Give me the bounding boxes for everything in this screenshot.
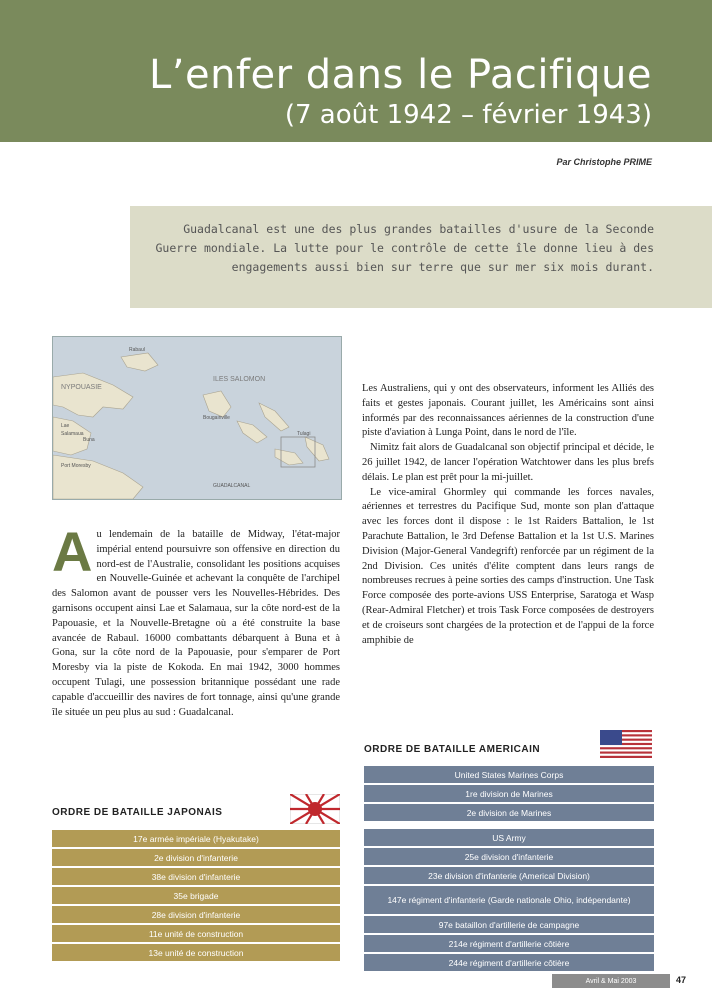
article-paragraph: Le vice-amiral Ghormley qui commande les forces navales, aériennes et terrestres du Pacifique Sud, monte son plan d'attaque avec les forces dont il dispose : le 1st Raiders Battalion, le 1st Parachute Battalion, le 3rd Defense Battalion et la 1st U.S. Marines Division (Major-General Vandegrift) renforcée par un régiment de la 2nd Division. Ces unités d'élite comptent dans leurs rangs de nombreuses recrues à peine sorties des camps d'instruction. Une Task Force composée des porte-avions USS Enterprise, Saratoga et Wasp (Rear-Admiral Fletcher) et trois Task Force composées de destroyers et de croiseurs sont chargées de la protection et de l'appui de la force amphibie de — [362, 486, 654, 646]
table-row: 28e division d'infanterie — [52, 906, 340, 923]
japan-flag-icon — [290, 794, 340, 824]
article-column-left — [52, 520, 340, 720]
japan-order-table — [52, 830, 340, 963]
article-title: L’enfer dans le Pacifique — [148, 52, 652, 98]
table-row: 244e régiment d'artillerie côtière — [364, 954, 654, 971]
author-byline: Par Christophe PRIME — [556, 157, 652, 167]
table-row: 23e division d'infanterie (Americal Division) — [364, 867, 654, 884]
map-label-tulagi: Tulagi — [297, 431, 311, 437]
article-paragraph: Nimitz fait alors de Guadalcanal son objectif principal et décide, le 26 juillet 1942, de lancer l'opération Watchtower dans les plus brefs délais. Le plan est prêt pour la mi-juillet. — [362, 442, 654, 483]
title-banner — [0, 0, 712, 142]
table-row: 214e régiment d'artillerie côtière — [364, 935, 654, 952]
table-row: 38e division d'infanterie — [52, 868, 340, 885]
article-paragraph: Les Australiens, qui y ont des observateurs, informent les Alliés des faits et gestes japonais. Courant juillet, les Américains sont ainsi informés par des reconnaissances aériennes de la construction d'une piste d'aviation à Lunga Point, dans le nord de l'île. — [362, 383, 654, 439]
map-label-lae: Lae — [61, 423, 70, 429]
table-row: 35e brigade — [52, 887, 340, 904]
table-row: 2e division d'infanterie — [52, 849, 340, 866]
map-graphic — [53, 337, 341, 499]
map-label-buna: Buna — [83, 437, 95, 443]
us-order-title: ORDRE DE BATAILLE AMERICAIN — [364, 744, 541, 755]
map-label-salamaua: Salamaua — [61, 431, 84, 437]
map-label-rabaul: Rabaul — [129, 347, 145, 353]
us-order-table — [364, 766, 654, 973]
article-subtitle: (7 août 1942 – février 1943) — [284, 100, 652, 130]
table-row: 147e régiment d'infanterie (Garde nationale Ohio, indépendante) — [364, 886, 654, 914]
table-row: 1re division de Marines — [364, 785, 654, 802]
map-label-bougainville: Bougainville — [203, 415, 230, 421]
table-row: US Army — [364, 829, 654, 846]
issue-label: Avril & Mai 2003 — [552, 974, 670, 988]
drop-cap: A — [52, 520, 93, 583]
table-row: 25e division d'infanterie — [364, 848, 654, 865]
map-image — [52, 336, 342, 500]
japan-order-title: ORDRE DE BATAILLE JAPONAIS — [52, 807, 223, 818]
article-column-right — [362, 382, 654, 648]
page-number: 47 — [676, 975, 687, 985]
intro-box — [130, 206, 712, 308]
map-label-papua: NYPOUASIE — [61, 384, 102, 391]
table-row: 17e armée impériale (Hyakutake) — [52, 830, 340, 847]
map-label-port-moresby: Port Moresby — [61, 463, 91, 469]
article-paragraph: Au lendemain de la bataille de Midway, l'état-major impérial entend poursuivre son offensive en direction du nord-est de l'Australie, consolidant les positions acquises en Nouvelle-Guinée et achevant la conquête de l'archipel des Salomon avant de pousser vers les Nouvelles-Hébrides. Des garnisons occupent ainsi Lae et Salamaua, sur la côte nord-est de la Papouasie, et la Nouvelle-Bretagne où a été construite la base avancée de Rabaul. 16000 combattants débarquent à Buna et à Gona, sur la côte nord de la Papouasie, pour s'emparer de Port Moresby via la piste de Kokoda. En mai 1942, 3000 hommes occupent Tulagi, une possession britannique possédant une rade capable d'accueillir des navires de fort tonnage, ainsi qu'une grande île située un peu plus au sud : Guadalcanal. — [52, 520, 340, 718]
table-row: 2e division de Marines — [364, 804, 654, 821]
table-row: 97e bataillon d'artillerie de campagne — [364, 916, 654, 933]
table-row: 11e unité de construction — [52, 925, 340, 942]
table-row: United States Marines Corps — [364, 766, 654, 783]
map-label-guadalcanal: GUADALCANAL — [213, 483, 251, 489]
us-flag-icon — [600, 730, 652, 758]
table-row: 13e unité de construction — [52, 944, 340, 961]
intro-text: Guadalcanal est une des plus grandes batailles d'usure de la Seconde Guerre mondiale. La lutte pour le contrôle de cette île donne lieu à des engagements aussi bien sur terre que sur mer six mois durant. — [155, 222, 654, 274]
map-label-solomon: ILES SALOMON — [213, 376, 266, 383]
